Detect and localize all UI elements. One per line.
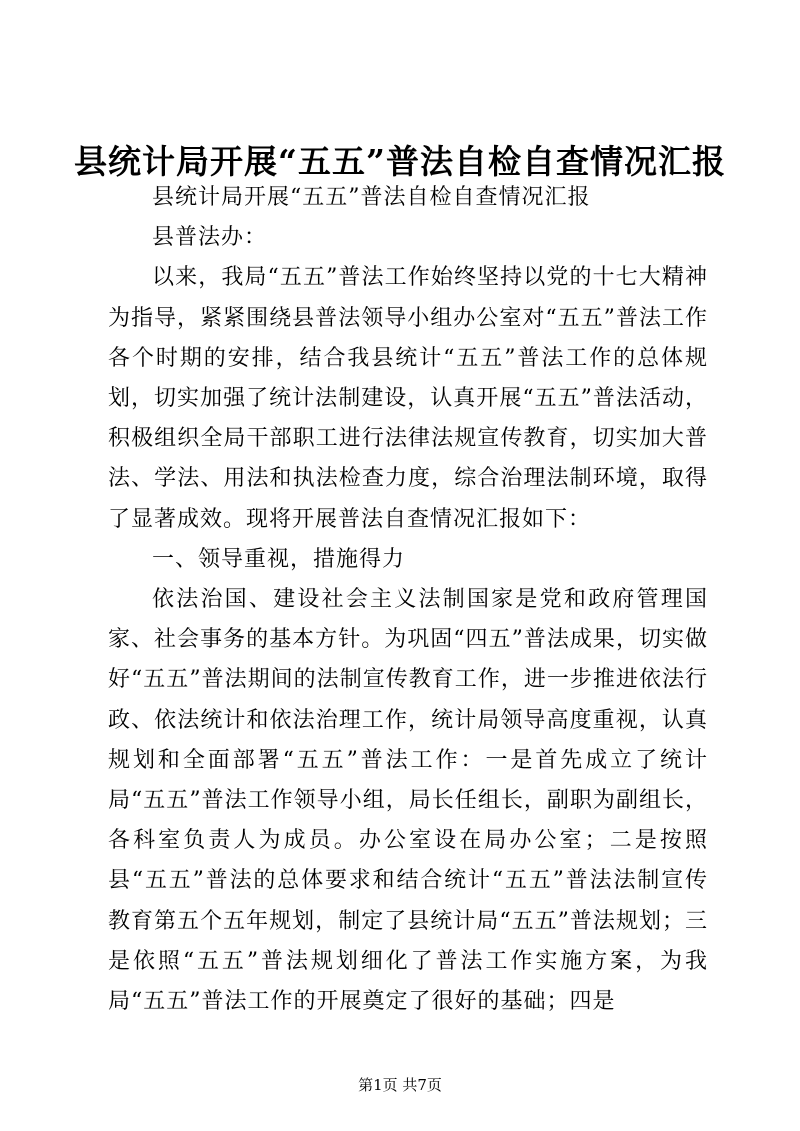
section-paragraph: 依法治国、建设社会主义法制国家是党和政府管理国家、社会事务的基本方针。为巩固“四五”普法成果，切实做好“五五”普法期间的法制宣传教育工作，进一步推进依法行政、依法统计和依法治理工作，统计局领导高度重视，认真规划和全面部署“五五”普法工作：一是首先成立了统计局“五五”普法工作领导小组，局长任组长，副职为副组长，各科室负责人为成员。办公室设在局办公室；二是按照县“五五”普法的总体要求和结合统计“五五”普法法制宣传教育第五个五年规划，制定了县统计局“五五”普法规划；三是依照“五五”普法规划细化了普法工作实施方案，为我局“五五”普法工作的开展奠定了很好的基础；四是 (108, 587, 708, 1015)
page-number-footer: 第1页 共7页 (358, 1076, 442, 1094)
section-heading: 一、领导重视，措施得力 (152, 546, 406, 572)
document-title: 县统计局开展“五五”普法自检自查情况汇报 (74, 142, 726, 181)
salutation-paragraph: 县普法办： (152, 225, 268, 251)
document-body (108, 178, 708, 1022)
intro-paragraph: 以来，我局“五五”普法工作始终坚持以党的十七大精神为指导，紧紧围绕县普法领导小组办公室对“五五”普法工作各个时期的安排，结合我县统计“五五”普法工作的总体规划，切实加强了统计法制建设，认真开展“五五”普法活动，积极组织全局干部职工进行法律法规宣传教育，切实加大普法、学法、用法和执法检查力度，综合治理法制环境，取得了显著成效。现将开展普法自查情况汇报如下： (108, 265, 708, 532)
subtitle-paragraph: 县统计局开展“五五”普法自检自查情况汇报 (152, 185, 591, 210)
